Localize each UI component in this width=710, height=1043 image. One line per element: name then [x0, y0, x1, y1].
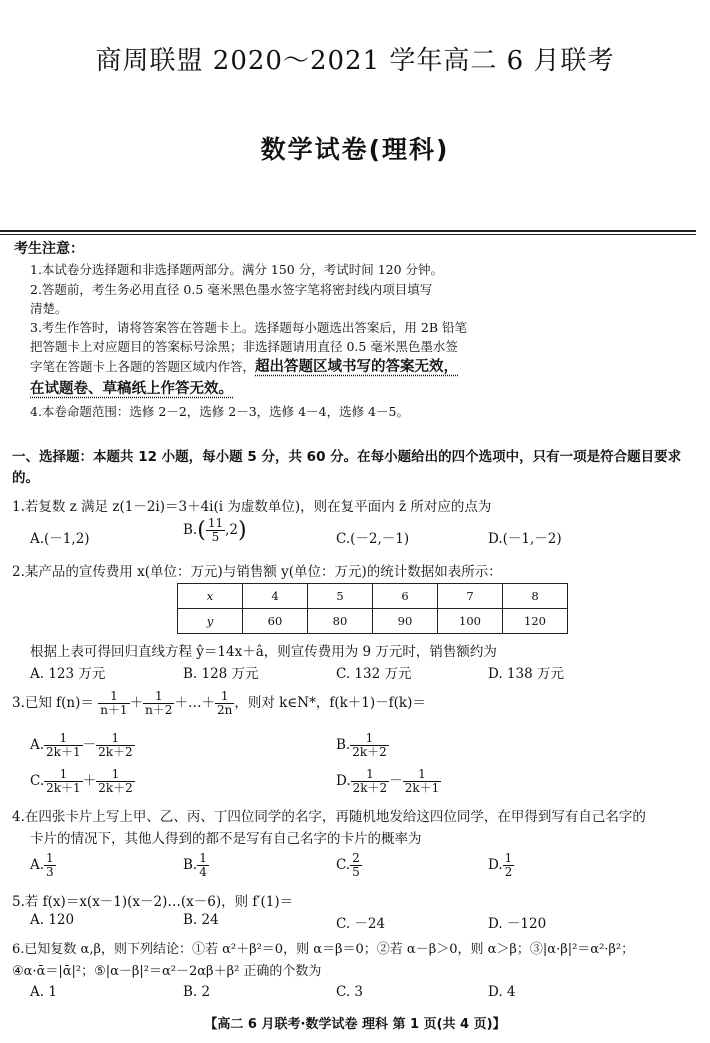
- notice-heading: 考生注意：: [14, 241, 84, 257]
- question-5-stem: 5.若 f(x)＝x(x－1)(x－2)…(x－6)，则 f′(1)＝: [12, 894, 294, 910]
- notice-item: 1.本试卷分选择题和非选择题两部分。满分 150 分，考试时间 120 分钟。: [30, 262, 444, 277]
- notice-emphasis: 在试题卷、草稿纸上作答无效。: [30, 381, 233, 397]
- question-2-tail: 根据上表可得回归直线方程 ŷ＝14x＋â，则宣传费用为 9 万元时，销售额约为: [30, 644, 497, 660]
- table-cell: 100: [438, 609, 503, 634]
- notice-item: 3.考生作答时，请将答案答在答题卡上。选择题每小题选出答案后，用 2B 铅笔: [30, 320, 468, 335]
- table-cell: 80: [308, 609, 373, 634]
- option-c: C. $\frac{1}{2k+1}$ ＋ $\frac{1}{2k+2}$: [30, 767, 133, 795]
- table-cell: 60: [243, 609, 308, 634]
- option-c: C. $\frac{2}{5}$: [336, 851, 360, 879]
- option-d: D. 4: [488, 984, 516, 1000]
- fraction: $\frac{1}{2n}$: [216, 689, 233, 717]
- option-a: A.(－1,2): [30, 531, 90, 547]
- option-a: A. 1: [30, 984, 57, 1000]
- question-3-stem: [12, 690, 702, 717]
- table-cell: 90: [373, 609, 438, 634]
- option-a: A. $\frac{1}{2k+1}$ － $\frac{1}{2k+2}$: [30, 731, 133, 759]
- option-c: C. －24: [336, 916, 386, 932]
- notice-item: [30, 357, 670, 377]
- table-cell: 4: [243, 584, 308, 609]
- table-cell: 5: [308, 584, 373, 609]
- question-6-stem: ④α·ᾱ＝|ᾱ|²；⑤|α－β|²＝α²－2αβ＋β² 正确的个数为: [12, 964, 322, 979]
- fraction: $\frac{1}{n+2}$: [145, 689, 173, 717]
- stem-text: ，则对 k∈N*，f(k＋1)－f(k)＝: [234, 695, 426, 711]
- op: ＋: [129, 695, 144, 711]
- option-b: [183, 517, 247, 544]
- table-cell: 7: [438, 584, 503, 609]
- notice-item: 4.本卷命题范围：选修 2－2，选修 2－3，选修 4－4，选修 4－5。: [30, 404, 409, 419]
- option-tail: ,2: [225, 522, 238, 538]
- option-label: B.: [183, 522, 198, 538]
- option-a: A. 120: [30, 912, 75, 928]
- option-b: B. 128 万元: [183, 666, 259, 682]
- option-a: A. 123 万元: [30, 666, 106, 682]
- option-d: D. $\frac{1}{2k+2}$ － $\frac{1}{2k+1}$: [336, 767, 440, 795]
- option-a: A. $\frac{1}{3}$: [30, 851, 54, 879]
- option-c: C.(－2,－1): [336, 531, 410, 547]
- page-footer: 【高二 6 月联考·数学试卷 理科 第 1 页(共 4 页)】: [204, 1017, 506, 1032]
- option-d: D. 138 万元: [488, 666, 564, 682]
- notice-emphasis: 超出答题区域书写的答案无效，: [255, 359, 459, 375]
- fraction: $\frac{11}{5}$: [207, 516, 224, 544]
- section-heading: 一、选择题：本题共 12 小题，每小题 5 分，共 60 分。在每小题给出的四个选项中，只有一项是符合题目要求的。: [12, 449, 682, 486]
- table-cell: x: [178, 584, 243, 609]
- question-4-stem: 卡片的情况下，其他人得到的都不是写有自己名字的卡片的概率为: [30, 831, 422, 847]
- paren: (: [197, 518, 206, 543]
- question-1-stem: 1.若复数 z 满足 z(1－2i)＝3＋4i(i 为虚数单位)，则在复平面内 z̄ 所对应的点为: [12, 499, 492, 515]
- op: ＋…＋: [174, 695, 215, 711]
- table-row: [178, 584, 568, 609]
- divider-rule: [0, 230, 696, 232]
- data-table: [177, 583, 568, 634]
- option-b: B. 2: [183, 984, 211, 1000]
- question-6-stem: 6.已知复数 α,β，则下列结论：①若 α²＋β²＝0，则 α＝β＝0；②若 α－β＞0，则 α＞β；③|α·β|²＝α²·β²；: [12, 942, 635, 957]
- table-cell: 120: [503, 609, 568, 634]
- notice-item-text: 字笔在答题卡上各题的答题区域内作答，: [30, 359, 256, 374]
- option-c: C. 132 万元: [336, 666, 412, 682]
- notice-item: [30, 379, 670, 399]
- divider-rule: [0, 234, 696, 235]
- table-cell: 8: [503, 584, 568, 609]
- table-cell: 6: [373, 584, 438, 609]
- notice-item: 清楚。: [30, 301, 68, 316]
- option-d: D.(－1,－2): [488, 531, 562, 547]
- stem-text: 3.已知 f(n)＝: [12, 695, 94, 711]
- option-b: B. 24: [183, 912, 219, 928]
- option-d: D. $\frac{1}{2}$: [488, 851, 513, 879]
- data-table-wrap: [177, 583, 568, 634]
- option-b: B. $\frac{1}{4}$: [183, 851, 207, 879]
- notice-item: 2.答题前，考生务必用直径 0.5 毫米黑色墨水签字笔将密封线内项目填写: [30, 282, 433, 297]
- question-4-stem: 4.在四张卡片上写上甲、乙、丙、丁四位同学的名字，再随机地发给这四位同学，在甲得到写有自己名字的: [12, 809, 646, 825]
- exam-header: 商周联盟 2020～2021 学年高二 6 月联考: [95, 46, 615, 76]
- exam-title: 数学试卷(理科): [260, 135, 450, 164]
- table-row: [178, 609, 568, 634]
- option-b: B. $\frac{1}{2k+2}$: [336, 731, 387, 759]
- table-cell: y: [178, 609, 243, 634]
- option-c: C. 3: [336, 984, 364, 1000]
- fraction: $\frac{1}{n+1}$: [100, 689, 128, 717]
- paren: ): [237, 518, 247, 543]
- notice-item: 把答题卡上对应题目的答案标号涂黑；非选择题请用直径 0.5 毫米黑色墨水签: [30, 339, 458, 354]
- question-2-stem: 2.某产品的宣传费用 x(单位：万元)与销售额 y(单位：万元)的统计数据如表所示：: [12, 564, 502, 580]
- option-d: D. －120: [488, 916, 547, 932]
